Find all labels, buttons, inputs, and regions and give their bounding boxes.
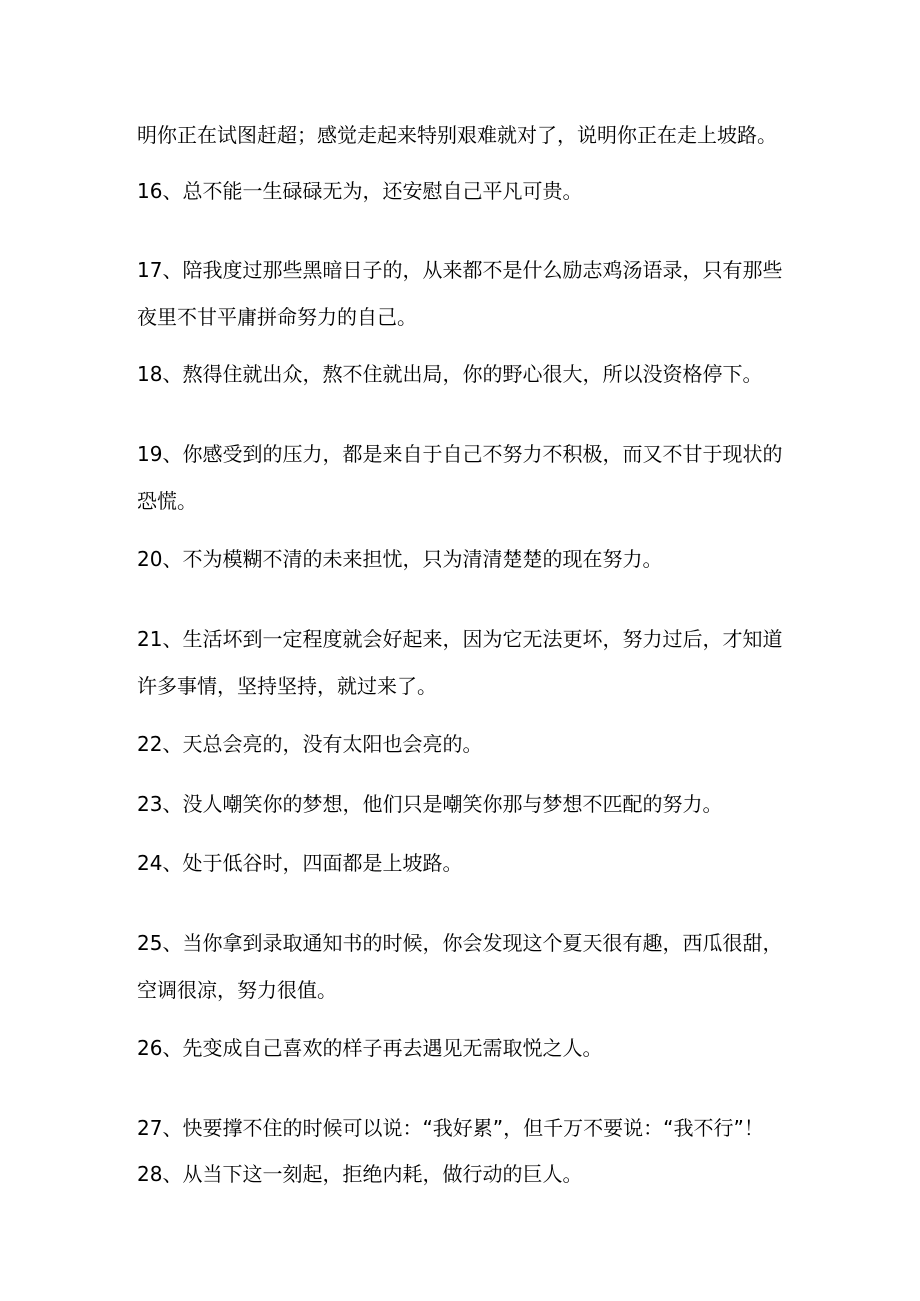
- quote-23: 23、没人嘲笑你的梦想，他们只是嘲笑你那与梦想不匹配的努力。: [137, 792, 723, 816]
- quote-24: 24、处于低谷时，四面都是上坡路。: [137, 851, 463, 875]
- quote-27: 27、快要撑不住的时候可以说：“我好累”，但千万不要说：“我不行”！: [137, 1116, 764, 1140]
- quote-17-line-2: 夜里不甘平庸拼命努力的自己。: [137, 305, 417, 329]
- quote-25-line-2: 空调很凉，努力很值。: [137, 978, 337, 1002]
- quote-18: 18、熬得住就出众，熬不住就出局，你的野心很大，所以没资格停下。: [137, 362, 763, 386]
- text-line-continuation: 明你正在试图赶超；感觉走起来特别艰难就对了，说明你正在走上坡路。: [137, 123, 777, 147]
- quote-26: 26、先变成自己喜欢的样子再去遇见无需取悦之人。: [137, 1036, 603, 1060]
- quote-21-line-1: 21、生活坏到一定程度就会好起来，因为它无法更坏，努力过后，才知道: [137, 627, 783, 651]
- quote-20: 20、不为模糊不清的未来担忧，只为清清楚楚的现在努力。: [137, 547, 663, 571]
- quote-25-line-1: 25、当你拿到录取通知书的时候，你会发现这个夏天很有趣，西瓜很甜，: [137, 931, 783, 955]
- quote-22: 22、天总会亮的，没有太阳也会亮的。: [137, 732, 483, 756]
- quote-28: 28、从当下这一刻起，拒绝内耗，做行动的巨人。: [137, 1162, 583, 1186]
- quote-17-line-1: 17、陪我度过那些黑暗日子的，从来都不是什么励志鸡汤语录，只有那些: [137, 258, 783, 282]
- quote-16: 16、总不能一生碌碌无为，还安慰自己平凡可贵。: [137, 179, 583, 203]
- quote-21-line-2: 许多事情，坚持坚持，就过来了。: [137, 674, 437, 698]
- quote-19-line-1: 19、你感受到的压力，都是来自于自己不努力不积极，而又不甘于现状的: [137, 442, 783, 466]
- quote-19-line-2: 恐慌。: [137, 489, 197, 513]
